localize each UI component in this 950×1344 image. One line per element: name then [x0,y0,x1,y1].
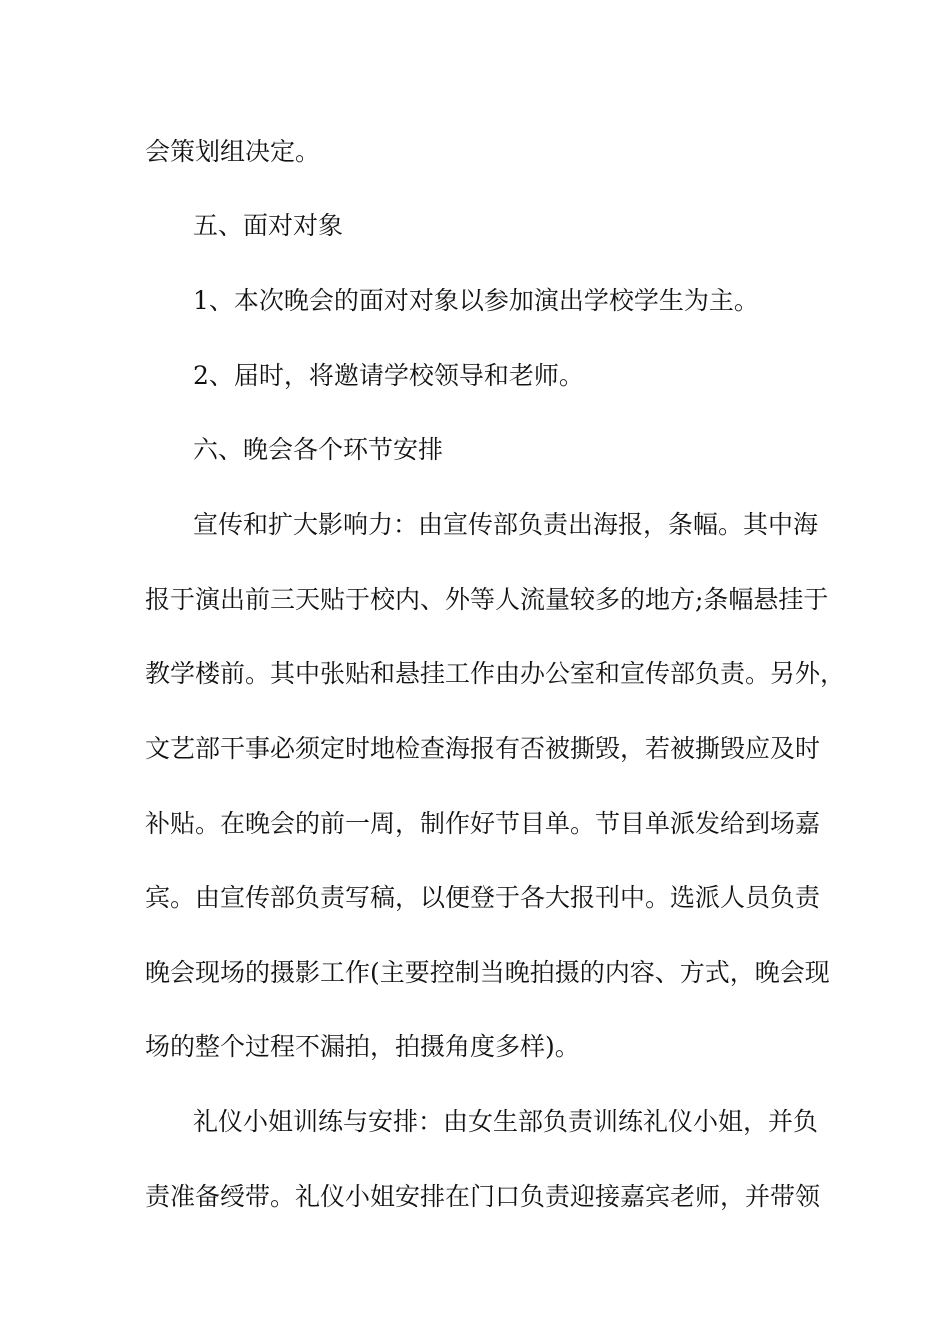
section-heading: 六、晚会各个环节安排 [193,435,444,464]
text-line: 补贴。在晚会的前一周，制作好节目单。节目单派发给到场嘉 [145,809,821,838]
text-line: 宣传和扩大影响力：由宣传部负责出海报，条幅。其中海 [193,510,819,539]
text-line: 文艺部干事必须定时地检查海报有否被撕毁，若被撕毁应及时 [145,734,821,763]
text-line: 责准备绶带。礼仪小姐安排在门口负责迎接嘉宾老师，并带领 [145,1182,821,1211]
text-line: 晚会现场的摄影工作(主要控制当晚拍摄的内容、方式，晚会现 [145,958,830,987]
text-line: 教学楼前。其中张贴和悬挂工作由办公室和宣传部负责。另外， [145,659,846,688]
text-line: 1、本次晚会的面对对象以参加演出学校学生为主。 [193,286,759,315]
text-line: 礼仪小姐训练与安排：由女生部负责训练礼仪小姐，并负 [193,1107,819,1136]
text-line: 报于演出前三天贴于校内、外等人流量较多的地方;条幅悬挂于 [145,585,829,614]
text-line: 场的整个过程不漏拍，拍摄角度多样)。 [145,1032,580,1061]
text-line: 宾。由宣传部负责写稿，以便登于各大报刊中。选派人员负责 [145,883,821,912]
text-line: 会策划组决定。 [145,137,321,166]
text-line: 2、届时，将邀请学校领导和老师。 [193,361,584,390]
section-heading: 五、面对对象 [193,211,344,240]
